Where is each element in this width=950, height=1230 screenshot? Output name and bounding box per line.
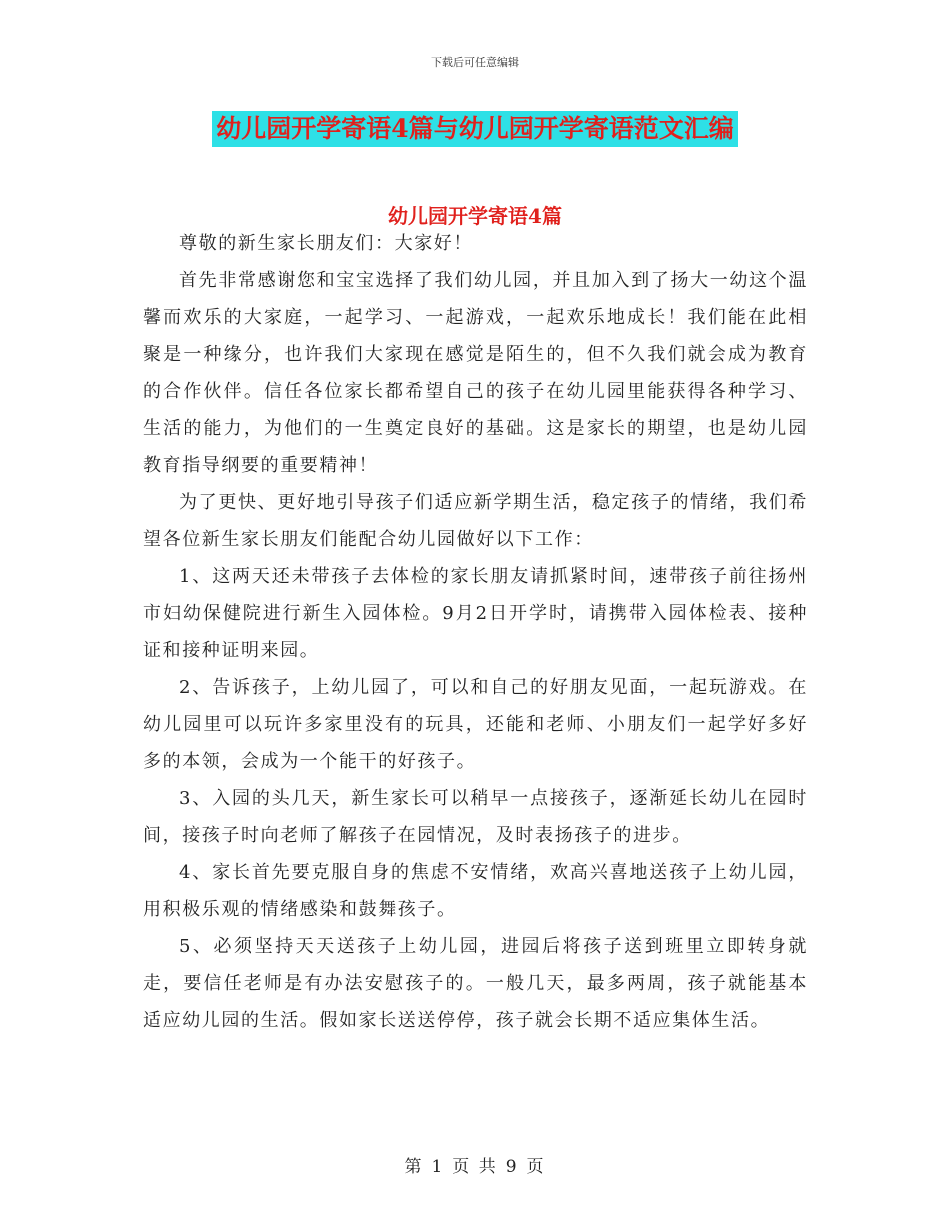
current-page-number: 1 [431,1157,445,1177]
document-body [143,225,808,1039]
header-note: 下载后可任意编辑 [431,56,519,69]
page-footer [0,1152,950,1177]
document-title [0,111,950,147]
body-paragraph: 首先非常感谢您和宝宝选择了我们幼儿园，并且加入到了扬大一幼这个温馨而欢乐的大家庭，一起学习、一起游戏，一起欢乐地成长！我们能在此相聚是一种缘分，也许我们大家现在感觉是陌生的，但不久我们就会成为教育的合作伙伴。信任各位家长都希望自己的孩子在幼儿园里能获得各种学习、生活的能力，为他们的一生奠定良好的基础。这是家长的期望，也是幼儿园教育指导纲要的重要精神！ [143,270,808,476]
list-item-paragraph: 2、告诉孩子，上幼儿园了，可以和自己的好朋友见面，一起玩游戏。在幼儿园里可以玩许多家里没有的玩具，还能和老师、小朋友们一起学好多好多的本领，会成为一个能干的好孩子。 [143,677,808,772]
list-item-paragraph: 3、入园的头几天，新生家长可以稍早一点接孩子，逐渐延长幼儿在园时间，接孩子时向老师了解孩子在园情况，及时表扬孩子的进步。 [143,788,808,846]
document-title-text: 幼儿园开学寄语4篇与幼儿园开学寄语范文汇编 [212,111,737,147]
footer-middle: 页 共 [452,1157,498,1177]
body-paragraph: 为了更快、更好地引导孩子们适应新学期生活，稳定孩子的情绪，我们希望各位新生家长朋友们能配合幼儿园做好以下工作： [143,492,808,550]
greeting-paragraph: 尊敬的新生家长朋友们：大家好！ [179,233,473,254]
list-item-paragraph: 1、这两天还未带孩子去体检的家长朋友请抓紧时间，速带孩子前往扬州市妇幼保健院进行新生入园体检。9月2日开学时，请携带入园体检表、接种证和接种证明来园。 [143,566,808,661]
footer-suffix: 页 [526,1157,546,1177]
list-item-paragraph: 5、必须坚持天天送孩子上幼儿园，进园后将孩子送到班里立即转身就走，要信任老师是有办法安慰孩子的。一般几天，最多两周，孩子就能基本适应幼儿园的生活。假如家长送送停停，孩子就会长期不适应集体生活。 [143,936,808,1031]
list-item-paragraph: 4、家长首先要克服自身的焦虑不安情绪，欢高兴喜地送孩子上幼儿园，用积极乐观的情绪感染和鼓舞孩子。 [143,862,808,920]
section-title: 幼儿园开学寄语4篇 [388,204,562,228]
footer-prefix: 第 [404,1157,424,1177]
total-pages-number: 9 [505,1157,519,1177]
